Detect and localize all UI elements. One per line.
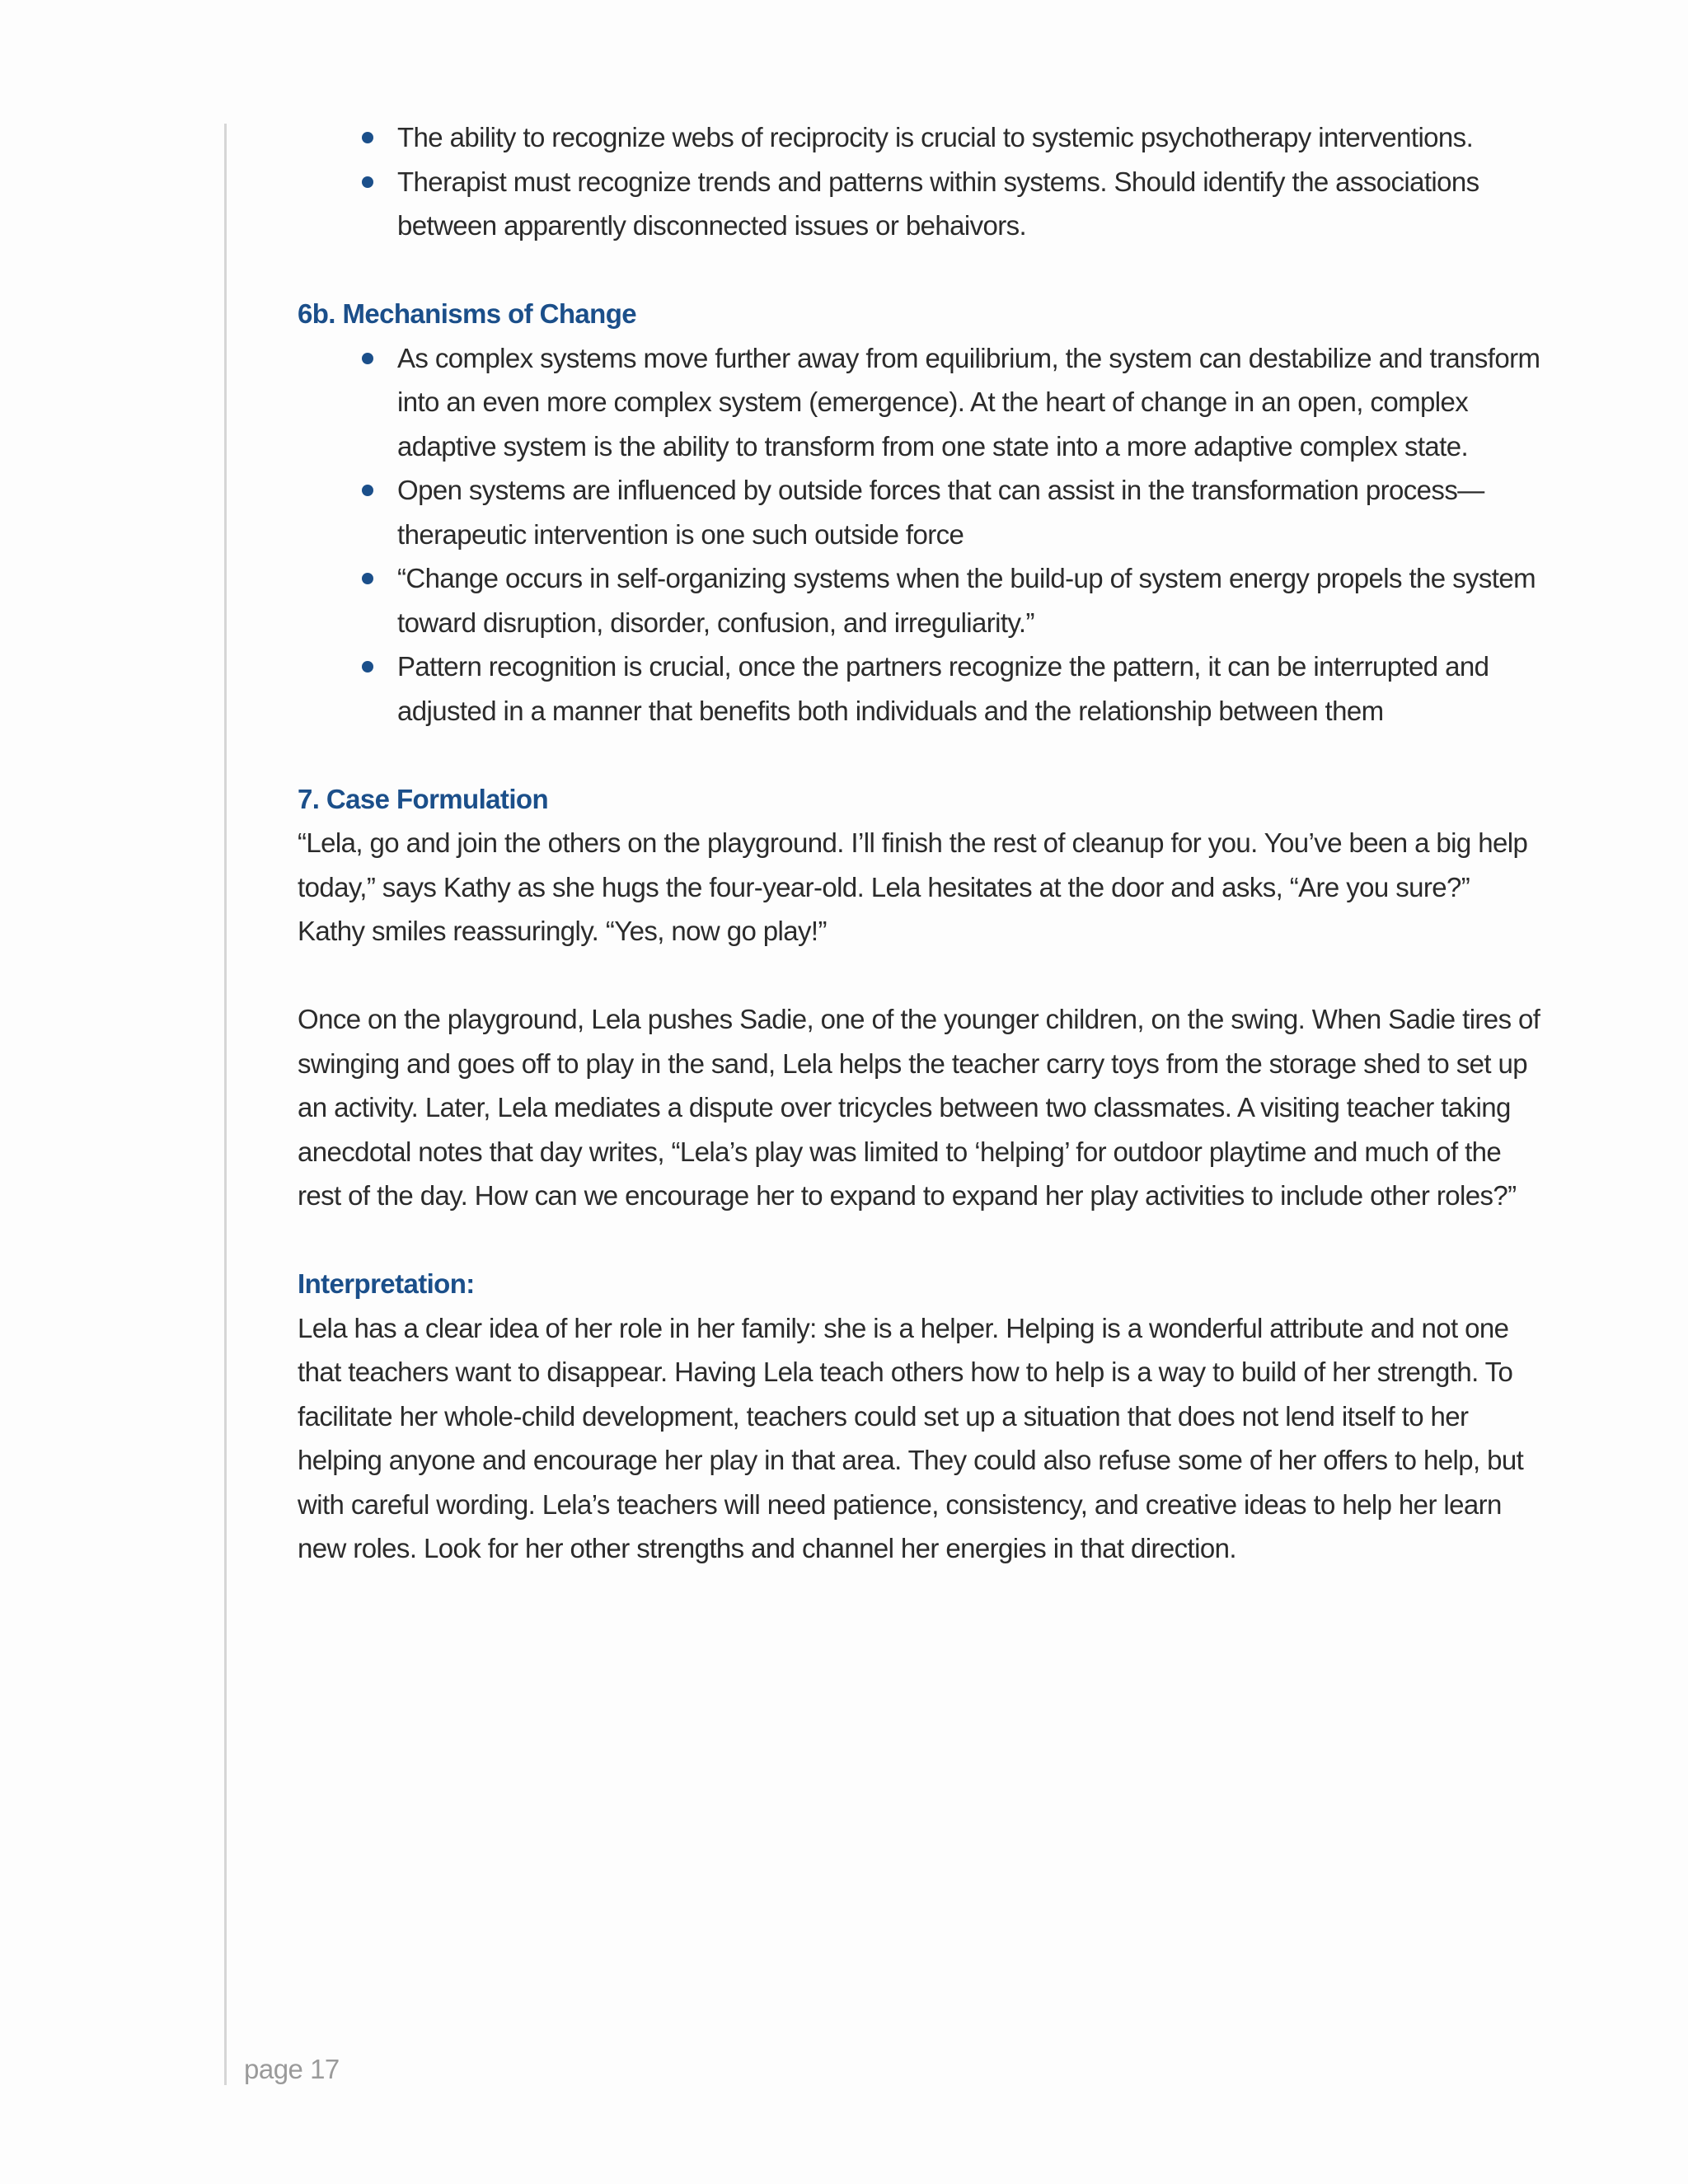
- bullet-icon: [362, 176, 373, 188]
- bullet-icon: [362, 661, 373, 673]
- list-item: [397, 644, 1542, 733]
- bullet-icon: [362, 132, 373, 143]
- list-item-text: “Change occurs in self-organizing systems when the build-up of system energy propels the system toward disruption, disorder, confusion, and irreguliarity.”: [397, 563, 1536, 638]
- list-item: [397, 115, 1542, 160]
- spacer: [298, 733, 1542, 777]
- list-item: [397, 336, 1542, 469]
- bullet-icon: [362, 573, 373, 584]
- list-item: [397, 468, 1542, 556]
- spacer: [298, 248, 1542, 293]
- case-paragraph: Once on the playground, Lela pushes Sadie, one of the younger children, on the swing. When Sadie tires of swinging and goes off to play in the sand, Lela helps the teacher carry toys from the storage shed to set up an activity. Later, Lela mediates a dispute over tricycles between two classmates. A visiting teacher taking anecdotal notes that day writes, “Lela’s play was limited to ‘helping’ for outdoor playtime and much of the rest of the day. How can we encourage her to expand to expand her play activities to include other roles?”: [298, 1004, 1540, 1211]
- list-item-text: As complex systems move further away from equilibrium, the system can destabilize and transform into an even more complex system (emergence). At the heart of change in an open, complex adaptive system is the ability to transform from one state into a more adaptive complex state.: [397, 342, 1540, 462]
- section-heading-6b: 6b. Mechanisms of Change: [298, 298, 637, 329]
- section-heading-case-formulation: 7. Case Formulation: [298, 783, 549, 814]
- spacer: [298, 1218, 1542, 1263]
- interpretation-paragraph: Lela has a clear idea of her role in her family: she is a helper. Helping is a wonderful attribute and not one that teachers want to disappear. Having Lela teach others how to help is a way to build of her strength. To facilitate her whole-child development, teachers could set up a situation that does not lend itself to her helping anyone and encourage her play in that area. They could also refuse some of her offers to help, but with careful wording. Lela’s teachers will need patience, consistency, and creative ideas to help her learn new roles. Look for her other strengths and channel her energies in that direction.: [298, 1312, 1524, 1563]
- list-item: [397, 556, 1542, 644]
- list-item: [397, 160, 1542, 248]
- list-item-text: Therapist must recognize trends and patterns within systems. Should identify the associations between apparently disconnected issues or behaivors.: [397, 166, 1479, 241]
- margin-rule: [224, 124, 227, 2085]
- section-heading-interpretation: Interpretation:: [298, 1268, 475, 1299]
- bullet-icon: [362, 353, 373, 364]
- mechanisms-bullet-list: [298, 336, 1542, 733]
- list-item-text: The ability to recognize webs of reciprocity is crucial to systemic psychotherapy interventions.: [397, 122, 1474, 152]
- page-number: page 17: [244, 2054, 340, 2084]
- list-item-text: Open systems are influenced by outside forces that can assist in the transformation process—therapeutic intervention is one such outside force: [397, 475, 1484, 550]
- list-item-text: Pattern recognition is crucial, once the partners recognize the pattern, it can be interrupted and adjusted in a manner that benefits both individuals and the relationship between them: [397, 651, 1489, 726]
- top-bullet-list: [298, 115, 1542, 248]
- bullet-icon: [362, 485, 373, 496]
- spacer: [298, 954, 1542, 998]
- page-content: [298, 115, 1542, 1571]
- case-paragraph: “Lela, go and join the others on the playground. I’ll finish the rest of cleanup for you. You’ve been a big help today,” says Kathy as she hugs the four-year-old. Lela hesitates at the door and asks, “Are you sure?” Kathy smiles reassuringly. “Yes, now go play!”: [298, 827, 1528, 946]
